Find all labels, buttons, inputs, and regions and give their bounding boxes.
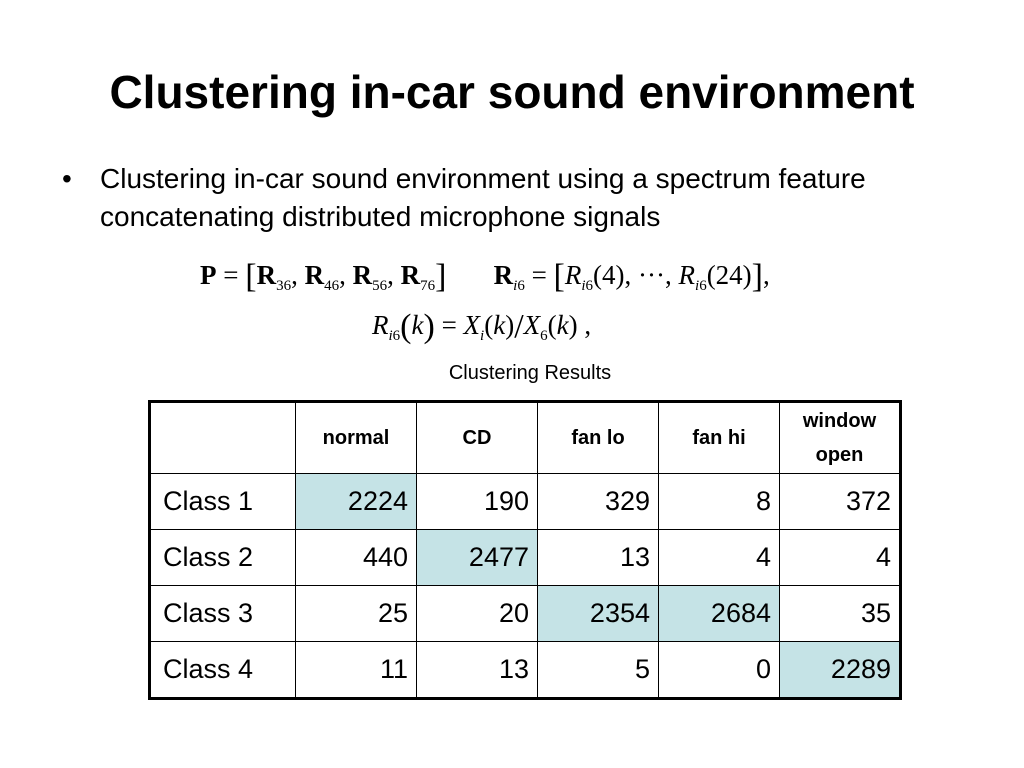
table-cell: 25 [296,586,417,642]
table-cell: 8 [659,474,780,530]
table-cell: 20 [417,586,538,642]
table-cell: 5 [538,642,659,699]
column-header-fan-lo: fan lo [538,402,659,474]
column-header-normal: normal [296,402,417,474]
equation-ratio: $R_{i6}(k) = X_i(k)/X_6(k)$ , [372,308,592,345]
table-cell: 0 [659,642,780,699]
column-header-empty [150,402,296,474]
column-header-cd: CD [417,402,538,474]
table-cell: 190 [417,474,538,530]
table-cell: 329 [538,474,659,530]
row-label: Class 1 [150,474,296,530]
table-cell: 13 [538,530,659,586]
table-row [150,530,901,586]
table-cell: 4 [659,530,780,586]
table-header-row [150,402,901,474]
table-cell: 11 [296,642,417,699]
table-row [150,586,901,642]
slide-title: Clustering in-car sound environment [109,66,915,118]
row-label: Class 2 [150,530,296,586]
table-caption: Clustering Results [448,362,612,384]
table-cell: 4 [780,530,901,586]
bullet-dot: • [62,163,72,194]
table-row [150,642,901,699]
column-header-window-open: window open [780,402,901,474]
table-cell: 372 [780,474,901,530]
table-cell: 13 [417,642,538,699]
bullet-text: Clustering in-car sound environment using a spectrum feature concatenating distributed microphone signals [100,163,866,232]
table-cell: 2289 [780,642,901,699]
row-label: Class 4 [150,642,296,699]
table-cell: 2684 [659,586,780,642]
clustering-results-table [148,400,902,700]
row-label: Class 3 [150,586,296,642]
column-header-fan-hi: fan hi [659,402,780,474]
table-cell: 2224 [296,474,417,530]
table-row [150,474,901,530]
table-cell: 2354 [538,586,659,642]
table-cell: 440 [296,530,417,586]
table-cell: 2477 [417,530,538,586]
equation-feature-vector: $P = [R_{36}$, $R_{46}$, $R_{56}$, $R_{76}$] $R_{i6} = [R_{i6}(4)$, ···, $R_{i6}(24)$], [200,258,770,295]
table-cell: 35 [780,586,901,642]
